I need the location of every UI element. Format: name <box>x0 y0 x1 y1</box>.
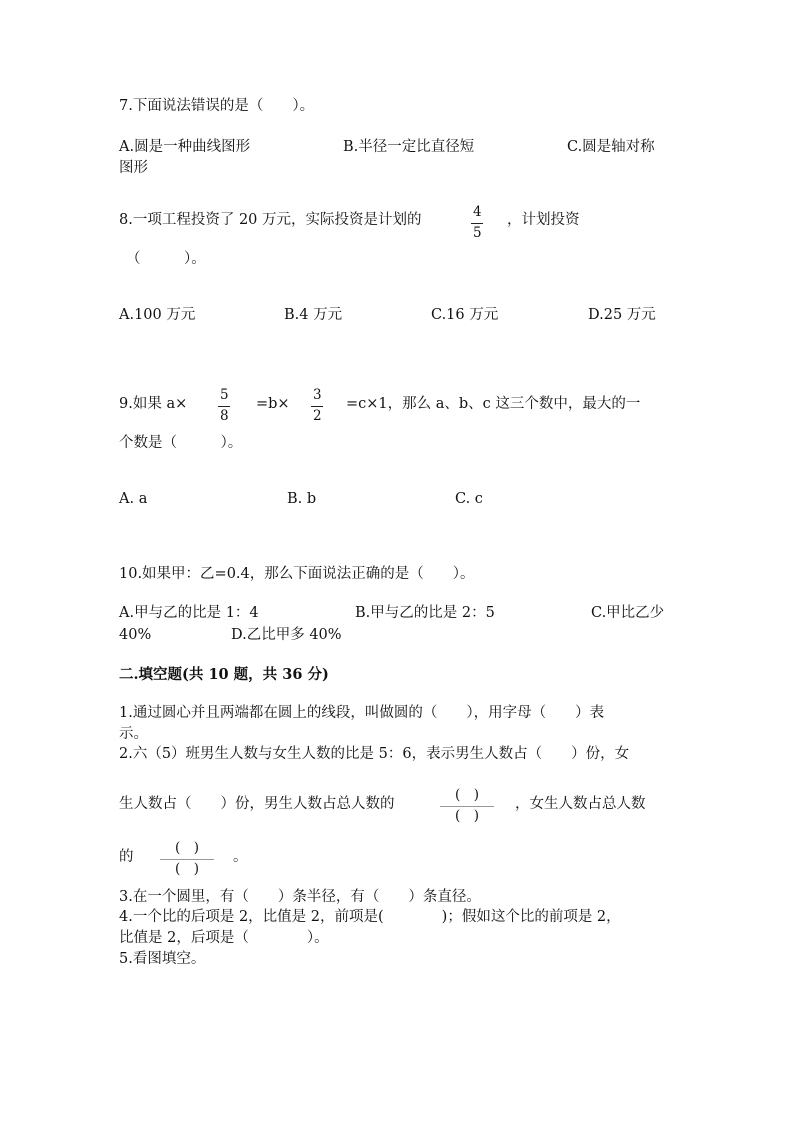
q7-option-a: A.圆是一种曲线图形 <box>119 139 251 155</box>
q9-line2: 个数是（ ）。 <box>119 435 243 451</box>
q10-stem: 10.如果甲：乙=0.4，那么下面说法正确的是（ ）。 <box>119 566 475 582</box>
f2-line2-part2: ，女生人数占总人数 <box>515 796 646 812</box>
q7-option-c: C.圆是轴对称 <box>567 139 655 155</box>
f4-line2: 比值是 2，后项是（ ）。 <box>119 930 329 946</box>
q8-option-c: C.16 万元 <box>431 307 499 323</box>
q9-part3: =c×1，那么 a、b、c 这三个数中，最大的一 <box>346 396 641 412</box>
f2-line1: 2.六（5）班男生人数与女生人数的比是 5：6，表示男生人数占（ ）份，女 <box>119 746 630 762</box>
fraction-bar <box>471 223 483 224</box>
f2-fraction-1-numerator: ( ) <box>454 787 480 803</box>
q8-stem-line2: （ ）。 <box>126 251 206 267</box>
q8-option-d: D.25 万元 <box>588 307 656 323</box>
f2-line2-part1: 生人数占（ ）份，男生人数占总人数的 <box>119 796 395 812</box>
q10-option-c-continued: 40% <box>119 627 152 643</box>
fraction-bar <box>440 806 494 807</box>
q9-fraction-1 <box>218 388 231 424</box>
q8-option-a: A.100 万元 <box>119 307 196 323</box>
q8-fraction-denominator: 5 <box>473 224 482 241</box>
q9-fraction-1-denominator: 8 <box>220 407 229 424</box>
f2-fraction-2-denominator: ( ) <box>174 860 200 877</box>
q9-option-a: A. a <box>119 491 148 507</box>
q8-stem-part1: 8.一项工程投资了 20 万元，实际投资是计划的 <box>119 212 422 228</box>
q10-option-b: B.甲与乙的比是 2：5 <box>355 605 495 621</box>
f5-line1: 5.看图填空。 <box>119 951 206 967</box>
q9-part2: =b× <box>256 396 290 412</box>
f1-line1: 1.通过圆心并且两端都在圆上的线段，叫做圆的（ ），用字母（ ）表 <box>119 705 605 721</box>
q8-fraction <box>471 205 484 241</box>
fraction-bar <box>311 406 323 407</box>
section-heading: 二.填空题(共 10 题，共 36 分) <box>119 666 329 683</box>
q9-fraction-2-numerator: 3 <box>313 387 322 403</box>
q9-option-c: C. c <box>455 491 483 507</box>
q9-part1: 9.如果 a× <box>119 396 188 412</box>
f2-line3-part2: 。 <box>233 849 248 865</box>
q10-option-a: A.甲与乙的比是 1：4 <box>119 605 259 621</box>
f2-fraction-1-denominator: ( ) <box>454 807 480 824</box>
f2-fraction-2-numerator: ( ) <box>174 840 200 856</box>
q7-option-b: B.半径一定比直径短 <box>343 139 475 155</box>
fraction-bar <box>218 406 230 407</box>
f2-fraction-2 <box>160 841 214 877</box>
q8-option-b: B.4 万元 <box>284 307 343 323</box>
f4-line1: 4.一个比的后项是 2，比值是 2，前项是( )；假如这个比的前项是 2， <box>119 909 621 925</box>
q9-fraction-2-denominator: 2 <box>313 407 322 424</box>
q7-stem: 7.下面说法错误的是（ ）。 <box>119 98 315 114</box>
f1-line2: 示。 <box>119 726 148 742</box>
q9-fraction-2 <box>311 388 324 424</box>
q8-stem-part2: ，计划投资 <box>507 212 580 228</box>
q9-option-b: B. b <box>287 491 317 507</box>
q8-fraction-numerator: 4 <box>473 204 482 220</box>
q10-option-c: C.甲比乙少 <box>591 605 665 621</box>
q9-fraction-1-numerator: 5 <box>220 387 229 403</box>
q10-option-d: D.乙比甲多 40% <box>231 627 342 643</box>
f2-fraction-1 <box>440 788 494 824</box>
q7-option-c-continued: 图形 <box>119 160 148 176</box>
f2-line3-part1: 的 <box>119 849 134 865</box>
fraction-bar <box>160 859 214 860</box>
f3-line1: 3.在一个圆里，有（ ）条半径，有（ ）条直径。 <box>119 889 481 905</box>
